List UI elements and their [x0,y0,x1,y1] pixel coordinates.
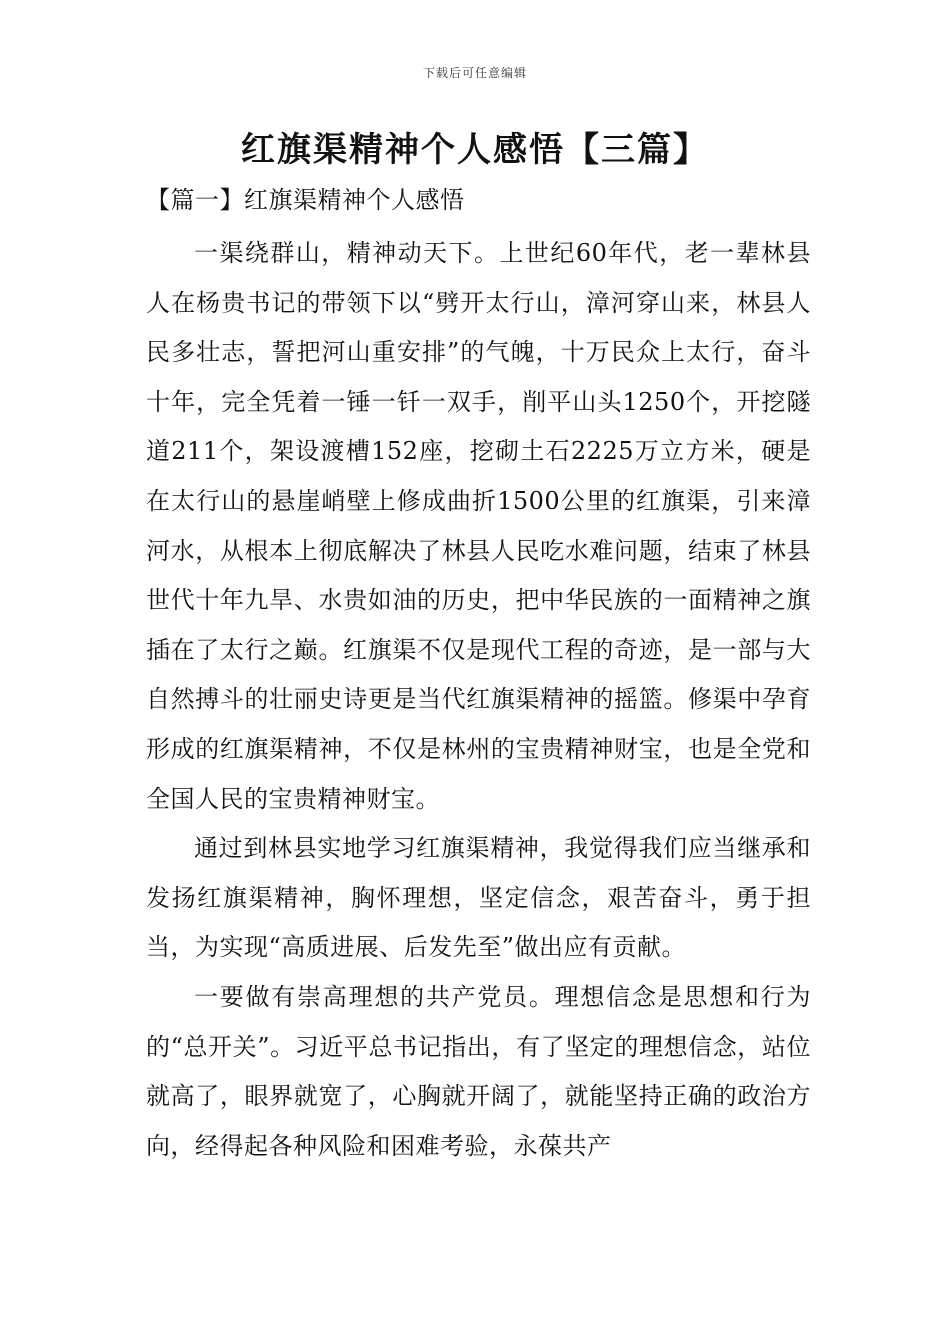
document-title: 红旗渠精神个人感悟【三篇】 [241,130,709,170]
paragraph-1: 一渠绕群山，精神动天下。上世纪60年代，老一辈林县人在杨贵书记的带领下以“劈开太行山，漳河穿山来，林县人民多壮志，誓把河山重安排”的气魄，十万民众上太行，奋斗十年，完全凭着一锤一钎一双手，削平山头1250个，开挖隧道211个，架设渡槽152座，挖砌土石2225万立方米，硬是在太行山的悬崖峭壁上修成曲折1500公里的红旗渠，引来漳河水，从根本上彻底解决了林县人民吃水难问题，结束了林县世代十年九旱、水贵如油的历史，把中华民族的一面精神之旗插在了太行之巅。红旗渠不仅是现代工程的奇迹，是一部与大自然搏斗的壮丽史诗更是当代红旗渠精神的摇篮。修渠中孕育形成的红旗渠精神，不仅是林州的宝贵精神财宝，也是全党和全国人民的宝贵精神财宝。 [146,239,811,813]
header-note: 下载后可任意编辑 [422,66,527,80]
document-body [146,180,811,1171]
section-heading: 【篇一】红旗渠精神个人感悟 [146,186,465,214]
paragraph-2: 通过到林县实地学习红旗渠精神，我觉得我们应当继承和发扬红旗渠精神，胸怀理想，坚定信念，艰苦奋斗，勇于担当，为实现“高质进展、后发先至”做出应有贡献。 [146,834,811,962]
paragraph-3: 一要做有崇高理想的共产党员。理想信念是思想和行为的“总开关”。习近平总书记指出，有了坚定的理想信念，站位就高了，眼界就宽了，心胸就开阔了，就能坚持正确的政治方向，经得起各种风险和困难考验，永葆共产 [146,982,811,1160]
